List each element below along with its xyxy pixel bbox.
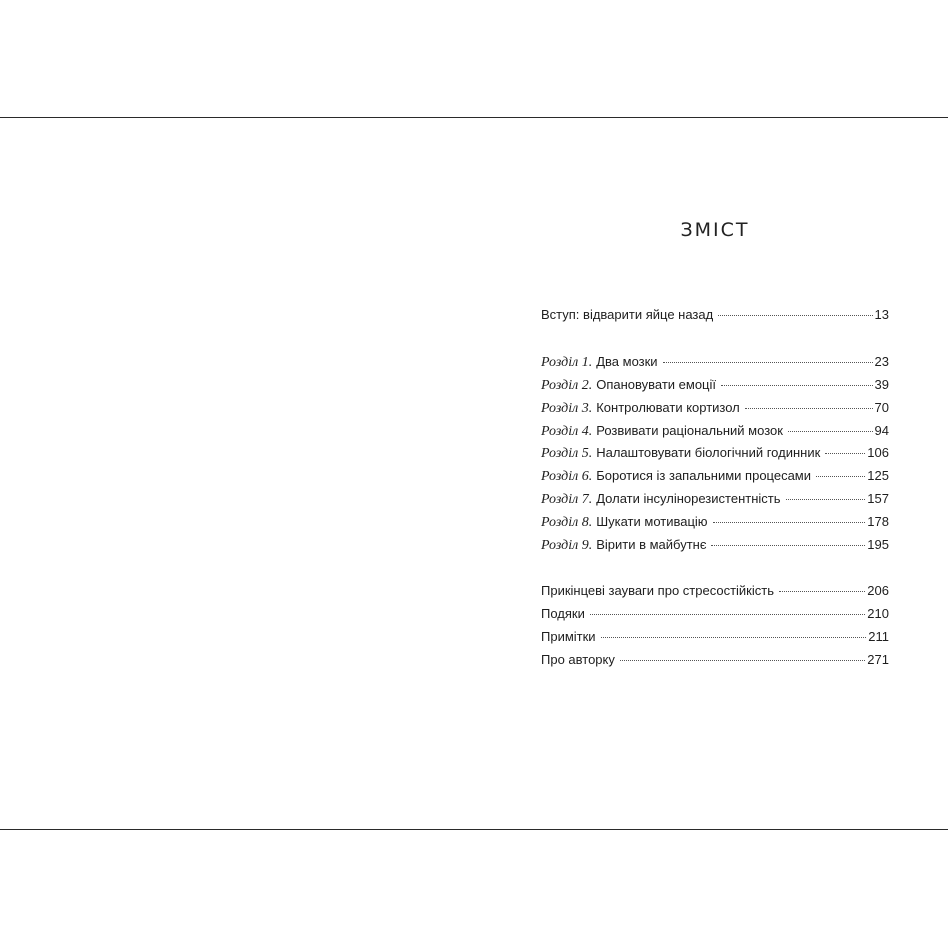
toc-entry-page: 210 <box>867 606 889 621</box>
toc-entry-page: 106 <box>867 445 889 460</box>
toc-entry-label: Шукати мотивацію <box>596 514 708 529</box>
chapter-prefix: Розділ 2. <box>541 378 593 393</box>
toc-entry-label: Примітки <box>541 629 596 644</box>
toc-entry-label: Контролювати кортизол <box>596 400 740 415</box>
toc-entry-page: 94 <box>874 423 889 438</box>
toc-entry-page: 195 <box>867 537 889 552</box>
chapter-prefix: Розділ 1. <box>541 355 593 370</box>
dot-leader <box>721 385 873 386</box>
toc-entry-page: 211 <box>868 629 889 644</box>
toc-entry-page: 157 <box>867 491 889 506</box>
chapter-prefix: Розділ 8. <box>541 515 593 530</box>
toc-entry-label: Вступ: відварити яйце назад <box>541 307 714 322</box>
toc-entry-chapter-3 <box>541 398 889 418</box>
toc-entry-chapter-6 <box>541 466 889 486</box>
toc-entry-label: Прикінцеві зауваги про стресостійкість <box>541 583 774 598</box>
toc-entry-label: Опановувати емоції <box>596 377 717 392</box>
toc-entry-page: 125 <box>867 468 889 483</box>
toc-entry-label: Про авторку <box>541 652 615 667</box>
toc-entry-page: 178 <box>867 514 889 529</box>
toc-entry-page: 13 <box>874 307 889 322</box>
toc-entry-label: Долати інсулінорезистентність <box>596 491 781 506</box>
dot-leader <box>779 591 865 592</box>
dot-leader <box>788 431 873 432</box>
toc-entry-chapter-8 <box>541 512 889 532</box>
dot-leader <box>825 453 865 454</box>
dot-leader <box>745 408 873 409</box>
dot-leader <box>718 315 872 316</box>
toc-entry-label: Боротися із запальними процесами <box>596 468 812 483</box>
chapter-prefix: Розділ 6. <box>541 469 593 484</box>
toc-entry-page: 23 <box>874 354 889 369</box>
toc-entry-afterword <box>541 581 889 601</box>
chapter-prefix: Розділ 9. <box>541 538 593 553</box>
toc-entry-chapter-5 <box>541 443 889 463</box>
dot-leader <box>620 660 865 661</box>
toc-entry-label: Подяки <box>541 606 585 621</box>
toc-entry-chapter-4 <box>541 421 889 441</box>
dot-leader <box>713 522 866 523</box>
chapter-prefix: Розділ 5. <box>541 446 593 461</box>
toc-entry-label: Розвивати раціональний мозок <box>596 423 783 438</box>
chapter-prefix: Розділ 4. <box>541 424 593 439</box>
toc-entry-acknowledgments <box>541 604 889 624</box>
toc-entry-label: Вірити в майбутнє <box>596 537 707 552</box>
toc-title: ЗМІСТ <box>680 219 750 241</box>
left-page <box>0 118 474 829</box>
toc-entry-about-author <box>541 650 889 670</box>
dot-leader <box>663 362 873 363</box>
toc-entry-chapter-2 <box>541 375 889 395</box>
toc-entry-chapter-1 <box>541 352 889 372</box>
chapter-prefix: Розділ 3. <box>541 401 593 416</box>
toc-entry-chapter-7 <box>541 489 889 509</box>
toc-entry-intro <box>541 305 889 325</box>
chapter-prefix: Розділ 7. <box>541 492 593 507</box>
dot-leader <box>816 476 865 477</box>
toc-entry-page: 39 <box>874 377 889 392</box>
dot-leader <box>590 614 865 615</box>
dot-leader <box>786 499 866 500</box>
bottom-border-line <box>0 829 948 830</box>
toc-entry-label: Налаштовувати біологічний годинник <box>596 445 821 460</box>
toc-entry-page: 206 <box>867 583 889 598</box>
dot-leader <box>601 637 867 638</box>
toc-entry-page: 70 <box>874 400 889 415</box>
toc-entry-notes <box>541 627 889 647</box>
toc-entry-chapter-9 <box>541 535 889 555</box>
toc-entry-label: Два мозки <box>596 354 658 369</box>
dot-leader <box>711 545 865 546</box>
toc-entry-page: 271 <box>867 652 889 667</box>
